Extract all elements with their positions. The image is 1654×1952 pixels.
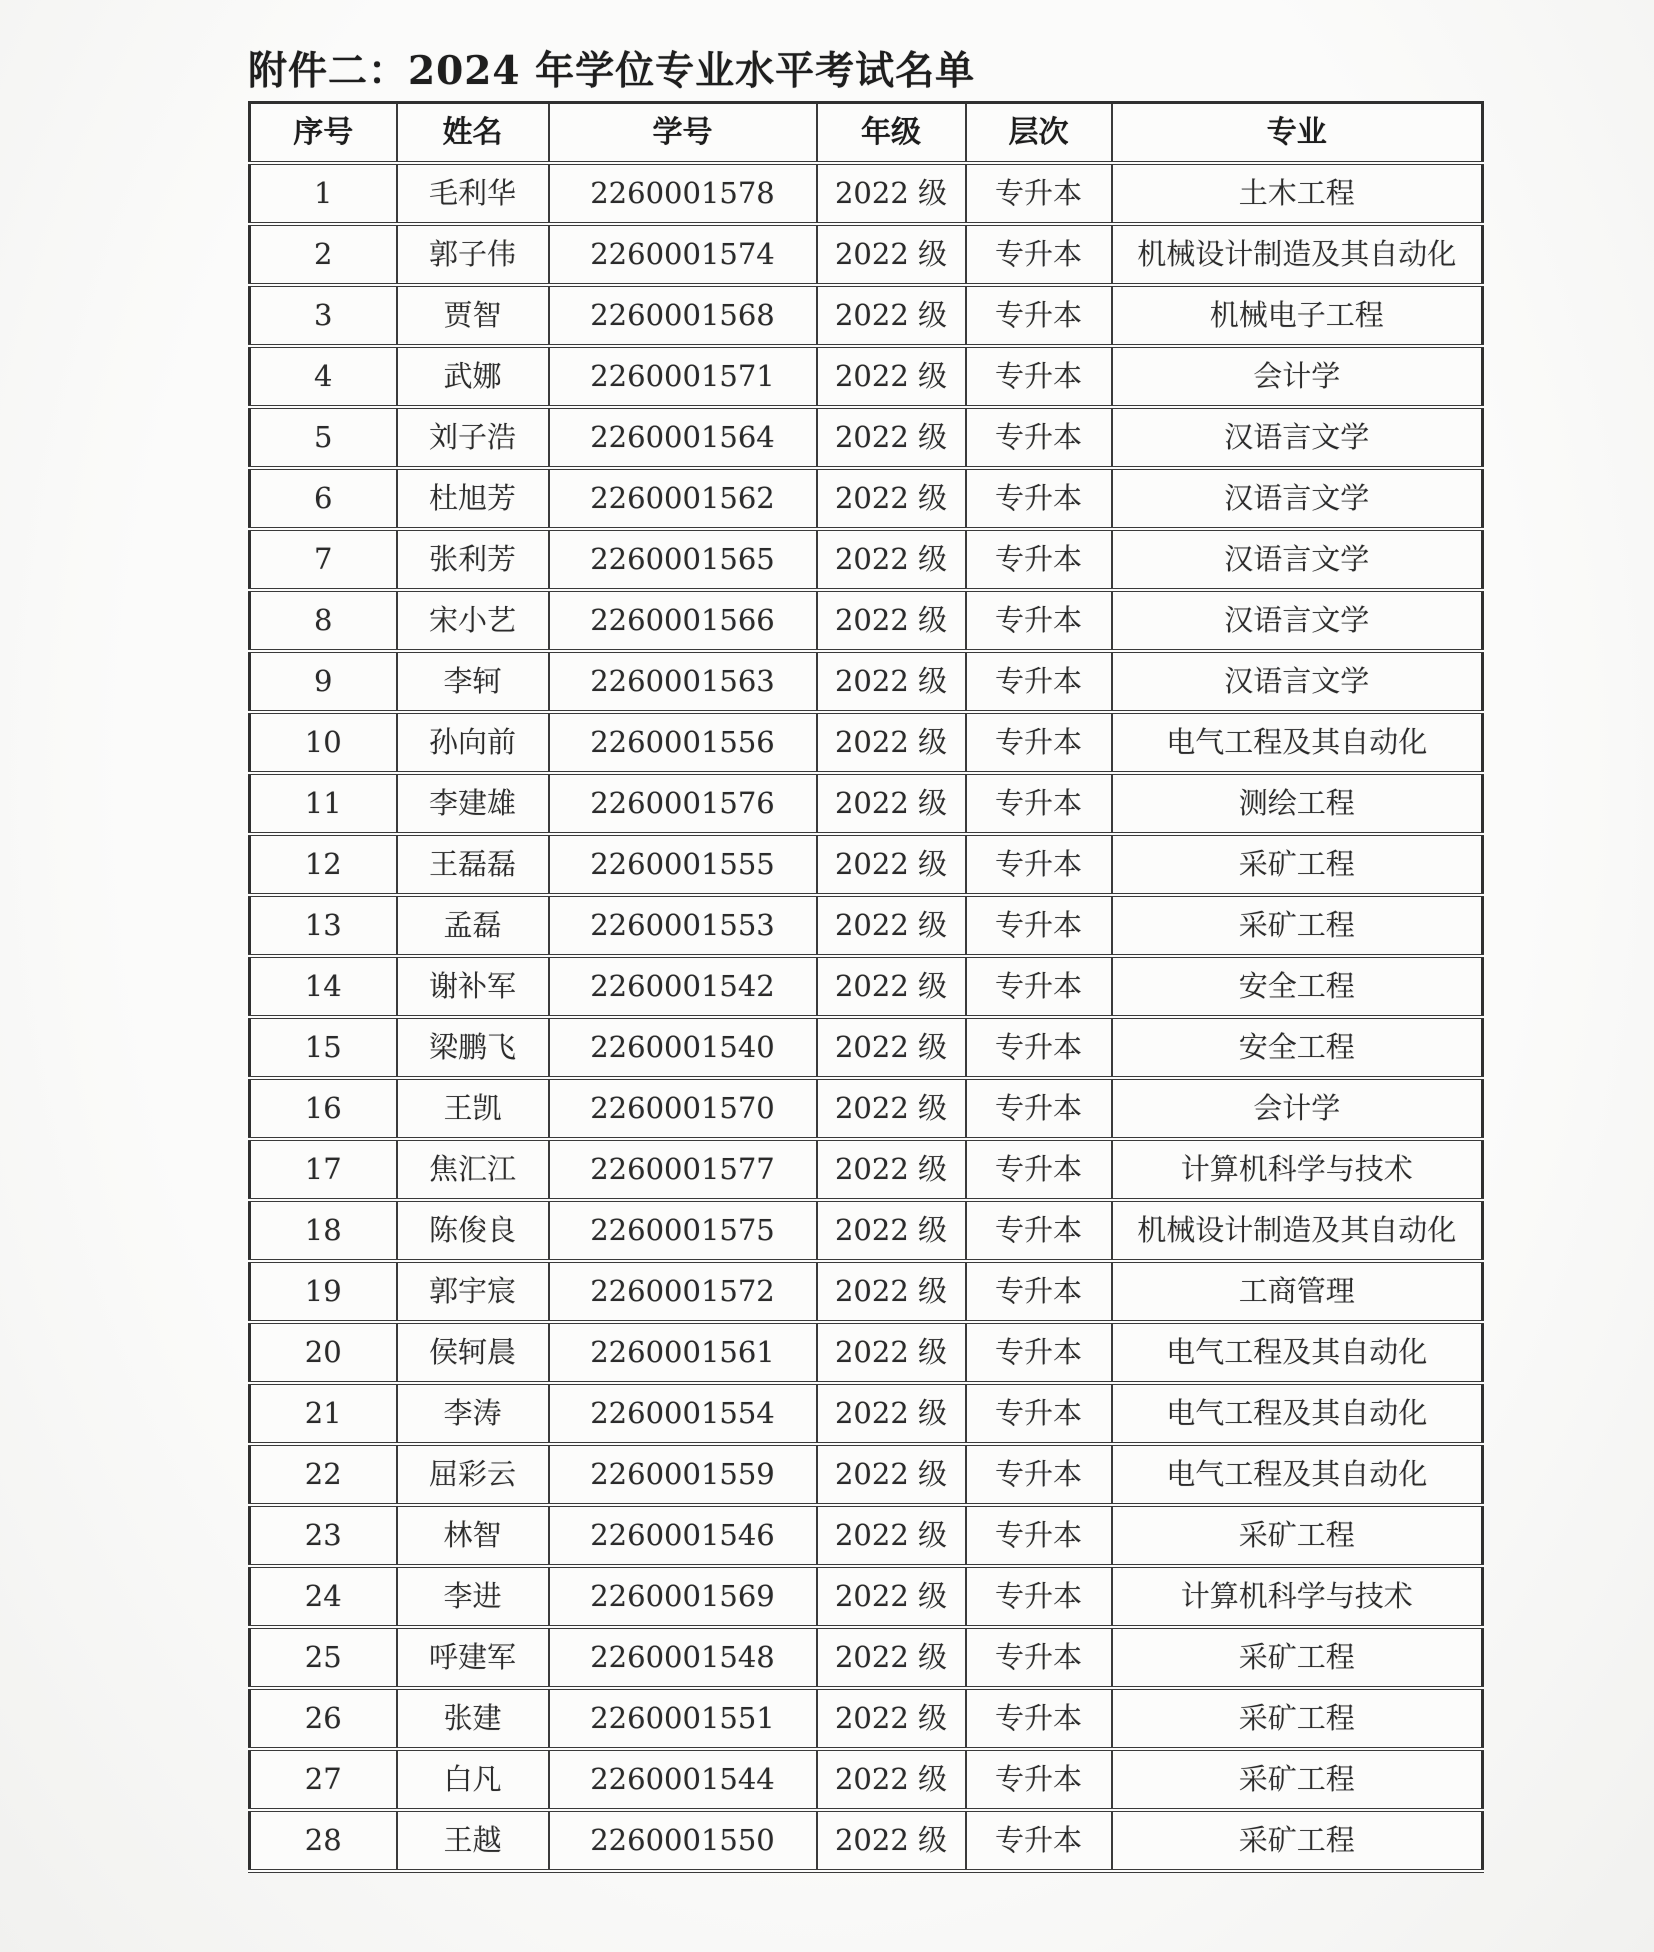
cell-student-id: 2260001578 — [549, 163, 817, 224]
cell-level: 专升本 — [966, 468, 1112, 529]
cell-name: 张建 — [397, 1688, 549, 1749]
table-row — [250, 1688, 1483, 1749]
cell-major: 安全工程 — [1112, 956, 1483, 1017]
cell-grade: 2022 级 — [817, 651, 966, 712]
cell-student-id: 2260001546 — [549, 1505, 817, 1566]
cell-grade: 2022 级 — [817, 1505, 966, 1566]
cell-major: 汉语言文学 — [1112, 407, 1483, 468]
cell-major: 采矿工程 — [1112, 1688, 1483, 1749]
col-header-student-id: 学号 — [549, 103, 817, 164]
table-row — [250, 1566, 1483, 1627]
cell-index: 7 — [250, 529, 397, 590]
cell-student-id: 2260001554 — [549, 1383, 817, 1444]
cell-index: 8 — [250, 590, 397, 651]
cell-index: 14 — [250, 956, 397, 1017]
cell-name: 贾智 — [397, 285, 549, 346]
cell-grade: 2022 级 — [817, 590, 966, 651]
cell-major: 采矿工程 — [1112, 1505, 1483, 1566]
table-row — [250, 1261, 1483, 1322]
table-row — [250, 1749, 1483, 1810]
table-row — [250, 1200, 1483, 1261]
cell-index: 3 — [250, 285, 397, 346]
cell-student-id: 2260001570 — [549, 1078, 817, 1139]
cell-name: 张利芳 — [397, 529, 549, 590]
cell-index: 5 — [250, 407, 397, 468]
cell-level: 专升本 — [966, 285, 1112, 346]
cell-name: 刘子浩 — [397, 407, 549, 468]
cell-level: 专升本 — [966, 163, 1112, 224]
cell-index: 12 — [250, 834, 397, 895]
cell-grade: 2022 级 — [817, 773, 966, 834]
cell-index: 6 — [250, 468, 397, 529]
table-row — [250, 1139, 1483, 1200]
cell-major: 机械电子工程 — [1112, 285, 1483, 346]
cell-grade: 2022 级 — [817, 407, 966, 468]
col-header-major: 专业 — [1112, 103, 1483, 164]
cell-name: 屈彩云 — [397, 1444, 549, 1505]
cell-student-id: 2260001559 — [549, 1444, 817, 1505]
table-row — [250, 590, 1483, 651]
cell-level: 专升本 — [966, 1383, 1112, 1444]
col-header-level: 层次 — [966, 103, 1112, 164]
cell-grade: 2022 级 — [817, 346, 966, 407]
cell-major: 采矿工程 — [1112, 1810, 1483, 1871]
table-row — [250, 1444, 1483, 1505]
cell-grade: 2022 级 — [817, 285, 966, 346]
cell-grade: 2022 级 — [817, 834, 966, 895]
table-row — [250, 1017, 1483, 1078]
cell-level: 专升本 — [966, 651, 1112, 712]
cell-grade: 2022 级 — [817, 1749, 966, 1810]
table-row — [250, 834, 1483, 895]
cell-level: 专升本 — [966, 1749, 1112, 1810]
cell-name: 梁鹏飞 — [397, 1017, 549, 1078]
cell-major: 测绘工程 — [1112, 773, 1483, 834]
cell-student-id: 2260001568 — [549, 285, 817, 346]
cell-student-id: 2260001561 — [549, 1322, 817, 1383]
table-row — [250, 224, 1483, 285]
cell-level: 专升本 — [966, 956, 1112, 1017]
cell-student-id: 2260001548 — [549, 1627, 817, 1688]
cell-student-id: 2260001575 — [549, 1200, 817, 1261]
table-row — [250, 1505, 1483, 1566]
cell-major: 汉语言文学 — [1112, 651, 1483, 712]
cell-grade: 2022 级 — [817, 712, 966, 773]
cell-student-id: 2260001565 — [549, 529, 817, 590]
cell-name: 郭宇宸 — [397, 1261, 549, 1322]
cell-name: 李轲 — [397, 651, 549, 712]
cell-major: 会计学 — [1112, 346, 1483, 407]
cell-student-id: 2260001569 — [549, 1566, 817, 1627]
cell-name: 宋小艺 — [397, 590, 549, 651]
cell-student-id: 2260001563 — [549, 651, 817, 712]
cell-level: 专升本 — [966, 1261, 1112, 1322]
cell-level: 专升本 — [966, 712, 1112, 773]
table-row — [250, 895, 1483, 956]
cell-grade: 2022 级 — [817, 1627, 966, 1688]
cell-grade: 2022 级 — [817, 895, 966, 956]
cell-grade: 2022 级 — [817, 468, 966, 529]
cell-name: 白凡 — [397, 1749, 549, 1810]
cell-student-id: 2260001566 — [549, 590, 817, 651]
table-row — [250, 1383, 1483, 1444]
cell-grade: 2022 级 — [817, 224, 966, 285]
cell-name: 谢补军 — [397, 956, 549, 1017]
cell-major: 计算机科学与技术 — [1112, 1139, 1483, 1200]
cell-grade: 2022 级 — [817, 1261, 966, 1322]
cell-major: 机械设计制造及其自动化 — [1112, 224, 1483, 285]
cell-index: 4 — [250, 346, 397, 407]
table-header — [250, 103, 1483, 164]
cell-grade: 2022 级 — [817, 1688, 966, 1749]
table-row — [250, 1322, 1483, 1383]
cell-index: 17 — [250, 1139, 397, 1200]
table-row — [250, 407, 1483, 468]
table-row — [250, 773, 1483, 834]
cell-level: 专升本 — [966, 407, 1112, 468]
cell-name: 王磊磊 — [397, 834, 549, 895]
cell-student-id: 2260001562 — [549, 468, 817, 529]
cell-student-id: 2260001574 — [549, 224, 817, 285]
cell-name: 林智 — [397, 1505, 549, 1566]
cell-major: 采矿工程 — [1112, 834, 1483, 895]
cell-name: 陈俊良 — [397, 1200, 549, 1261]
cell-student-id: 2260001544 — [549, 1749, 817, 1810]
cell-level: 专升本 — [966, 1017, 1112, 1078]
cell-level: 专升本 — [966, 1566, 1112, 1627]
cell-index: 21 — [250, 1383, 397, 1444]
cell-student-id: 2260001556 — [549, 712, 817, 773]
cell-major: 汉语言文学 — [1112, 468, 1483, 529]
cell-student-id: 2260001550 — [549, 1810, 817, 1871]
cell-name: 孟磊 — [397, 895, 549, 956]
cell-index: 2 — [250, 224, 397, 285]
cell-level: 专升本 — [966, 1200, 1112, 1261]
table-body — [250, 163, 1483, 1871]
cell-name: 焦汇江 — [397, 1139, 549, 1200]
cell-level: 专升本 — [966, 1627, 1112, 1688]
cell-level: 专升本 — [966, 1810, 1112, 1871]
col-header-grade: 年级 — [817, 103, 966, 164]
cell-index: 26 — [250, 1688, 397, 1749]
cell-index: 1 — [250, 163, 397, 224]
cell-student-id: 2260001542 — [549, 956, 817, 1017]
cell-index: 22 — [250, 1444, 397, 1505]
cell-student-id: 2260001555 — [549, 834, 817, 895]
cell-level: 专升本 — [966, 1078, 1112, 1139]
cell-major: 会计学 — [1112, 1078, 1483, 1139]
cell-student-id: 2260001540 — [549, 1017, 817, 1078]
cell-level: 专升本 — [966, 834, 1112, 895]
cell-name: 侯轲晨 — [397, 1322, 549, 1383]
cell-grade: 2022 级 — [817, 1078, 966, 1139]
cell-name: 孙向前 — [397, 712, 549, 773]
cell-name: 呼建军 — [397, 1627, 549, 1688]
cell-index: 28 — [250, 1810, 397, 1871]
table-row — [250, 529, 1483, 590]
cell-level: 专升本 — [966, 1444, 1112, 1505]
cell-name: 杜旭芳 — [397, 468, 549, 529]
cell-index: 15 — [250, 1017, 397, 1078]
cell-major: 安全工程 — [1112, 1017, 1483, 1078]
cell-major: 采矿工程 — [1112, 1749, 1483, 1810]
cell-major: 电气工程及其自动化 — [1112, 712, 1483, 773]
cell-student-id: 2260001576 — [549, 773, 817, 834]
cell-name: 郭子伟 — [397, 224, 549, 285]
cell-major: 汉语言文学 — [1112, 590, 1483, 651]
cell-grade: 2022 级 — [817, 956, 966, 1017]
cell-major: 电气工程及其自动化 — [1112, 1383, 1483, 1444]
cell-level: 专升本 — [966, 1322, 1112, 1383]
cell-index: 23 — [250, 1505, 397, 1566]
cell-index: 25 — [250, 1627, 397, 1688]
cell-student-id: 2260001572 — [549, 1261, 817, 1322]
cell-name: 李涛 — [397, 1383, 549, 1444]
cell-grade: 2022 级 — [817, 1139, 966, 1200]
table-row — [250, 956, 1483, 1017]
cell-name: 李进 — [397, 1566, 549, 1627]
cell-student-id: 2260001577 — [549, 1139, 817, 1200]
header-row — [250, 103, 1483, 164]
cell-major: 电气工程及其自动化 — [1112, 1322, 1483, 1383]
cell-level: 专升本 — [966, 773, 1112, 834]
cell-student-id: 2260001571 — [549, 346, 817, 407]
cell-student-id: 2260001551 — [549, 1688, 817, 1749]
cell-level: 专升本 — [966, 895, 1112, 956]
cell-student-id: 2260001553 — [549, 895, 817, 956]
page-title: 附件二：2024 年学位专业水平考试名单 — [248, 48, 976, 94]
cell-level: 专升本 — [966, 1139, 1112, 1200]
cell-grade: 2022 级 — [817, 529, 966, 590]
cell-major: 工商管理 — [1112, 1261, 1483, 1322]
cell-name: 毛利华 — [397, 163, 549, 224]
cell-grade: 2022 级 — [817, 1322, 966, 1383]
cell-name: 李建雄 — [397, 773, 549, 834]
cell-level: 专升本 — [966, 529, 1112, 590]
table-row — [250, 468, 1483, 529]
cell-major: 计算机科学与技术 — [1112, 1566, 1483, 1627]
exam-roster-table — [248, 101, 1484, 1873]
cell-grade: 2022 级 — [817, 1383, 966, 1444]
table-row — [250, 163, 1483, 224]
table-row — [250, 1810, 1483, 1871]
cell-major: 土木工程 — [1112, 163, 1483, 224]
table-row — [250, 346, 1483, 407]
cell-major: 采矿工程 — [1112, 1627, 1483, 1688]
table-row — [250, 1627, 1483, 1688]
cell-grade: 2022 级 — [817, 1017, 966, 1078]
cell-grade: 2022 级 — [817, 1444, 966, 1505]
cell-major: 电气工程及其自动化 — [1112, 1444, 1483, 1505]
cell-student-id: 2260001564 — [549, 407, 817, 468]
col-header-name: 姓名 — [397, 103, 549, 164]
cell-index: 9 — [250, 651, 397, 712]
table-row — [250, 712, 1483, 773]
table-row — [250, 285, 1483, 346]
cell-level: 专升本 — [966, 224, 1112, 285]
cell-index: 18 — [250, 1200, 397, 1261]
cell-index: 19 — [250, 1261, 397, 1322]
cell-level: 专升本 — [966, 1688, 1112, 1749]
cell-name: 王凯 — [397, 1078, 549, 1139]
cell-index: 11 — [250, 773, 397, 834]
cell-major: 采矿工程 — [1112, 895, 1483, 956]
cell-index: 16 — [250, 1078, 397, 1139]
cell-index: 10 — [250, 712, 397, 773]
cell-index: 13 — [250, 895, 397, 956]
cell-major: 机械设计制造及其自动化 — [1112, 1200, 1483, 1261]
cell-level: 专升本 — [966, 1505, 1112, 1566]
cell-name: 王越 — [397, 1810, 549, 1871]
cell-grade: 2022 级 — [817, 163, 966, 224]
cell-grade: 2022 级 — [817, 1200, 966, 1261]
cell-grade: 2022 级 — [817, 1810, 966, 1871]
col-header-index: 序号 — [250, 103, 397, 164]
cell-grade: 2022 级 — [817, 1566, 966, 1627]
cell-level: 专升本 — [966, 590, 1112, 651]
cell-major: 汉语言文学 — [1112, 529, 1483, 590]
cell-name: 武娜 — [397, 346, 549, 407]
table-row — [250, 651, 1483, 712]
cell-index: 24 — [250, 1566, 397, 1627]
cell-level: 专升本 — [966, 346, 1112, 407]
cell-index: 20 — [250, 1322, 397, 1383]
cell-index: 27 — [250, 1749, 397, 1810]
table-row — [250, 1078, 1483, 1139]
